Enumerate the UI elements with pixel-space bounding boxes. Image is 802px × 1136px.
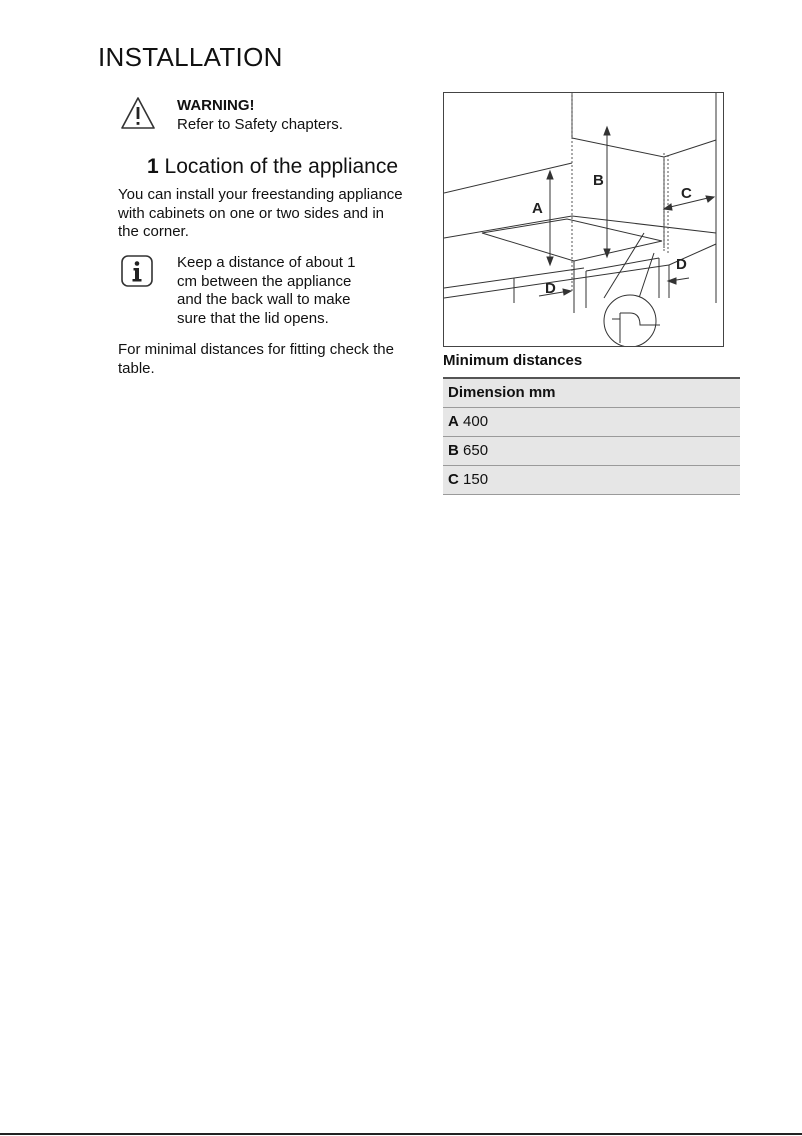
dimension-letter: C <box>448 471 459 488</box>
section-title: Location of the appliance <box>164 155 399 178</box>
table-row <box>443 465 740 494</box>
label-a: A <box>532 200 543 217</box>
figure-caption: Minimum distances <box>443 352 583 369</box>
warning-text: Refer to Safety chapters. <box>177 116 343 133</box>
warning-title: WARNING! <box>177 97 255 114</box>
table-cell <box>443 407 740 436</box>
dimension-letter: A <box>448 413 459 430</box>
table-cell <box>443 465 740 494</box>
info-line: and the back wall to make <box>177 291 351 308</box>
info-line: Keep a distance of about 1 <box>177 254 356 271</box>
section-number: 1 <box>147 155 159 178</box>
page-title: INSTALLATION <box>98 42 283 72</box>
info-text <box>177 254 387 328</box>
dimension-letter: B <box>448 442 459 459</box>
intro-paragraph: You can install your freestanding appliance with cabinets on one or two sides and in the corner. <box>118 186 403 240</box>
dimension-value: 650 <box>463 442 489 459</box>
label-d-right: D <box>676 256 687 273</box>
warning-notice <box>120 95 420 139</box>
table-cell <box>443 436 740 465</box>
table-header: Dimension mm <box>443 378 740 407</box>
info-line: sure that the lid opens. <box>177 309 329 327</box>
dimension-value: 400 <box>463 413 489 430</box>
label-c: C <box>681 185 692 202</box>
table-row <box>443 407 740 436</box>
info-line: cm between the appliance <box>177 272 352 290</box>
footer-rule <box>0 1133 802 1135</box>
table-header-row <box>443 378 740 407</box>
info-notice <box>120 254 410 330</box>
minimal-distances-paragraph: For minimal distances for fitting check the table. <box>118 341 394 377</box>
dimension-value: 150 <box>463 471 489 488</box>
warning-triangle-icon <box>120 95 156 131</box>
dimension-table <box>443 377 740 495</box>
label-b: B <box>593 172 604 189</box>
label-d-left: D <box>545 280 556 297</box>
installation-diagram <box>443 92 724 347</box>
info-icon <box>120 254 156 288</box>
section-heading <box>147 155 398 179</box>
table-row <box>443 436 740 465</box>
